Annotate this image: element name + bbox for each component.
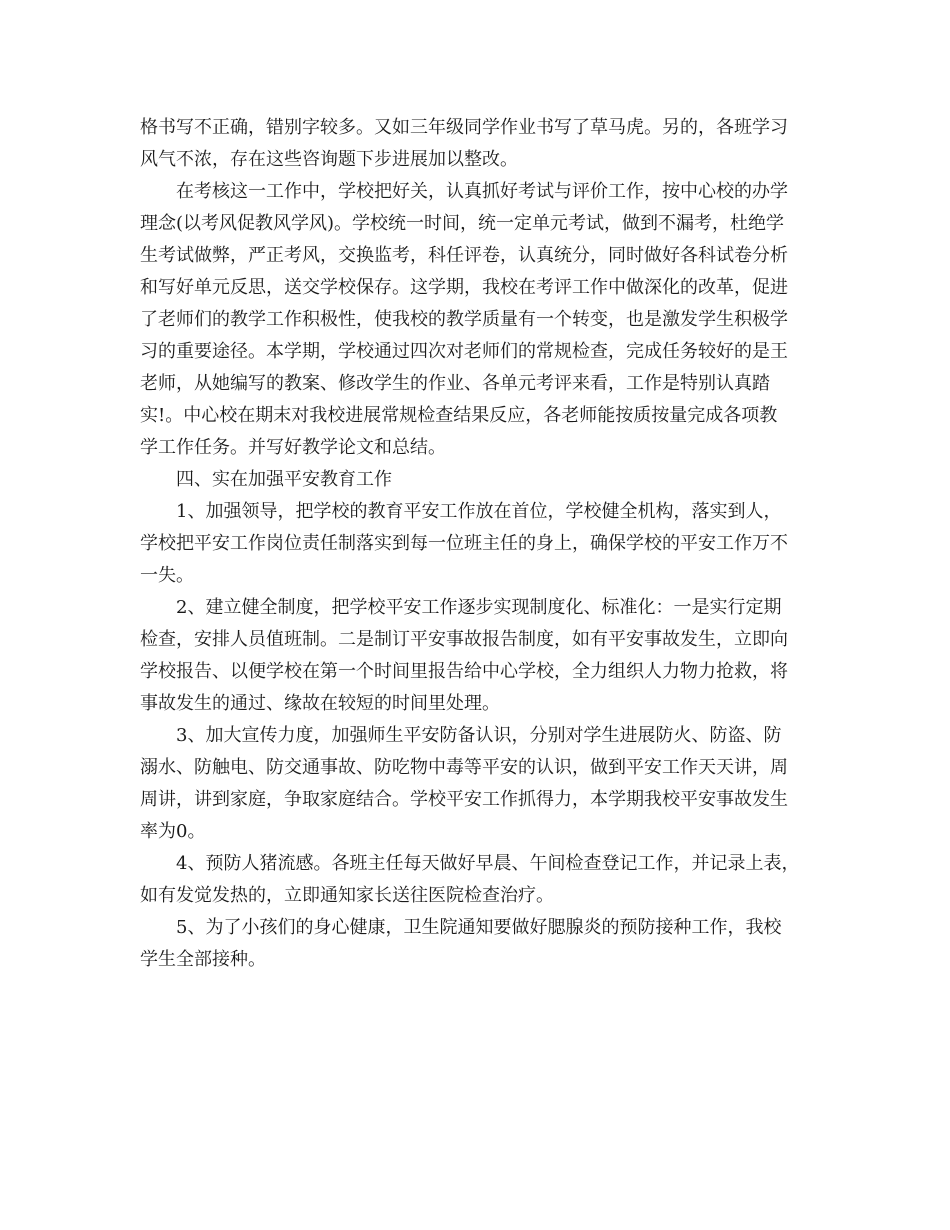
text-line: 检查，安排人员值班制。二是制订平安事故报告制度，如有平安事故发生，立即向 (140, 629, 788, 650)
paragraph-start-line: 5、为了小孩们的身心健康，卫生院通知要做好腮腺炎的预防接种工作，我校 (176, 917, 782, 938)
paragraph-start-line: 在考核这一工作中，学校把好关，认真抓好考试与评价工作，按中心校的办学 (176, 181, 788, 202)
document-body (140, 112, 820, 976)
section-heading: 四、实在加强平安教育工作 (176, 469, 392, 490)
text-line: 习的重要途径。本学期，学校通过四次对老师们的常规检查，完成任务较好的是王 (140, 341, 788, 362)
text-line: 一失。 (140, 565, 194, 586)
text-line: 学生全部接种。 (140, 949, 266, 970)
text-line: 实!。中心校在期末对我校进展常规检查结果反应，各老师能按质按量完成各项教 (140, 405, 778, 426)
paragraph-start-line: 2、建立健全制度，把学校平安工作逐步实现制度化、标准化：一是实行定期 (176, 597, 782, 618)
text-line: 学校报告、以便学校在第一个时间里报告给中心学校，全力组织人力物力抢救，将 (140, 661, 788, 682)
text-line: 周讲，讲到家庭，争取家庭结合。学校平安工作抓得力，本学期我校平安事故发生 (140, 789, 788, 810)
text-line: 格书写不正确，错别字较多。又如三年级同学作业书写了草马虎。另的，各班学习 (140, 117, 788, 138)
text-line: 学工作任务。并写好教学论文和总结。 (140, 437, 446, 458)
text-line: 学校把平安工作岗位责任制落实到每一位班主任的身上，确保学校的平安工作万不 (140, 533, 788, 554)
text-line: 溺水、防触电、防交通事故、防吃物中毒等平安的认识，做到平安工作天天讲，周 (140, 757, 788, 778)
paragraph-start-line: 1、加强领导，把学校的教育平安工作放在首位，学校健全机构，落实到人， (176, 501, 782, 522)
text-line: 理念(以考风促教风学风)。学校统一时间，统一定单元考试，做到不漏考，杜绝学 (140, 213, 785, 234)
text-line: 和写好单元反思，送交学校保存。这学期，我校在考评工作中做深化的改革，促进 (140, 277, 788, 298)
text-line: 了老师们的教学工作积极性，使我校的教学质量有一个转变，也是激发学生积极学 (140, 309, 788, 330)
text-line: 风气不浓，存在这些咨询题下步进展加以整改。 (140, 149, 518, 170)
text-line: 率为0。 (140, 821, 206, 842)
paragraph-start-line: 4、预防人猪流感。各班主任每天做好早晨、午间检查登记工作，并记录上表， (176, 853, 800, 874)
text-line: 老师，从她编写的教案、修改学生的作业、各单元考评来看，工作是特别认真踏 (140, 373, 770, 394)
text-line: 如有发觉发热的，立即通知家长送往医院检查治疗。 (140, 885, 554, 906)
text-line: 事故发生的通过、缘故在较短的时间里处理。 (140, 693, 500, 714)
paragraph-start-line: 3、加大宣传力度，加强师生平安防备认识，分别对学生进展防火、防盗、防 (176, 725, 782, 746)
text-line: 生考试做弊，严正考风，交换监考，科任评卷，认真统分，同时做好各科试卷分析 (140, 245, 788, 266)
